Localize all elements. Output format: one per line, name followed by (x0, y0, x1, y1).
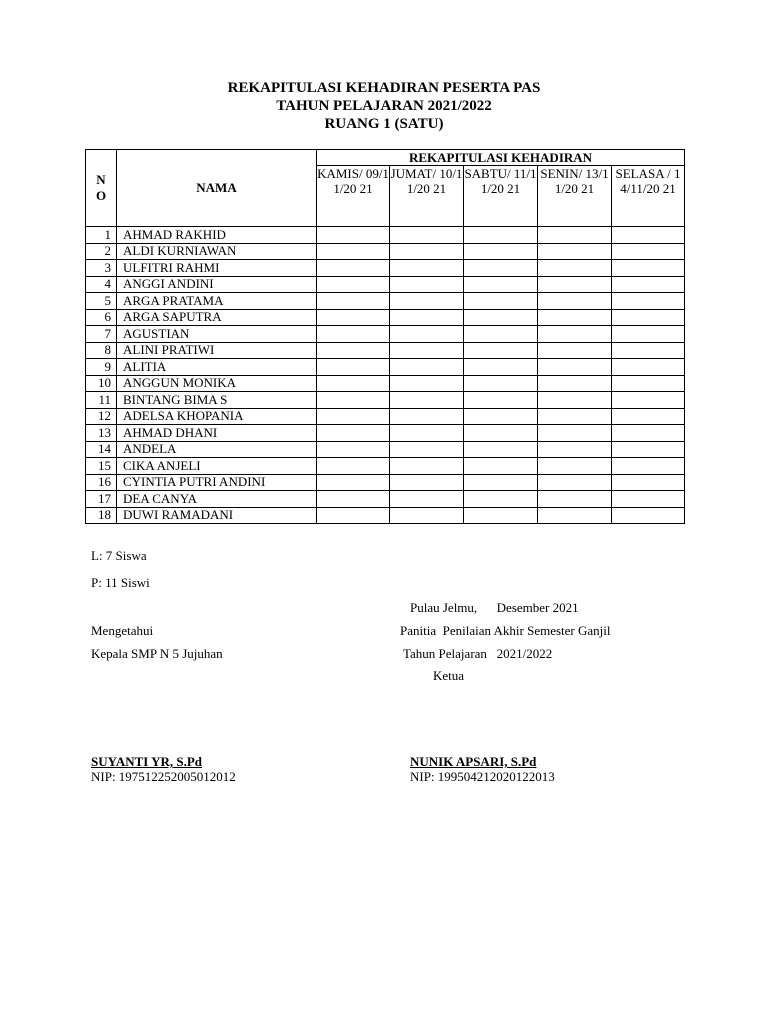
attendance-cell (317, 425, 390, 442)
row-number: 9 (86, 359, 117, 376)
right-role-title: Tahun Pelajaran 2021/2022 (403, 646, 553, 661)
right-role-position: Ketua (433, 668, 465, 683)
attendance-cell (317, 359, 390, 376)
row-number: 8 (86, 342, 117, 359)
student-name: AGUSTIAN (117, 326, 317, 343)
student-name: ALITIA (117, 359, 317, 376)
attendance-cell (464, 441, 538, 458)
column-group-header: REKAPITULASI KEHADIRAN (317, 150, 685, 166)
attendance-cell (390, 293, 464, 310)
attendance-rows (86, 227, 685, 524)
table-row (86, 342, 685, 359)
attendance-cell (390, 276, 464, 293)
attendance-cell (390, 227, 464, 244)
row-number: 17 (86, 491, 117, 508)
attendance-cell (317, 260, 390, 277)
attendance-cell (390, 359, 464, 376)
table-row (86, 227, 685, 244)
table-row (86, 491, 685, 508)
column-header-day: JUMAT/ 10/11/20 21 (390, 166, 464, 227)
place-date: Pulau Jelmu, Desember 2021 (410, 600, 579, 615)
attendance-cell (538, 474, 612, 491)
table-row (86, 243, 685, 260)
attendance-cell (390, 342, 464, 359)
row-number: 18 (86, 507, 117, 524)
attendance-cell (317, 342, 390, 359)
table-row (86, 326, 685, 343)
attendance-cell (390, 491, 464, 508)
attendance-cell (390, 392, 464, 409)
column-header-day: KAMIS/ 09/11/20 21 (317, 166, 390, 227)
attendance-cell (464, 326, 538, 343)
attendance-cell (538, 408, 612, 425)
attendance-cell (317, 243, 390, 260)
attendance-cell (538, 392, 612, 409)
table-row (86, 441, 685, 458)
male-count: L: 7 Siswa (91, 548, 147, 563)
attendance-cell (538, 491, 612, 508)
table-row (86, 392, 685, 409)
table-row (86, 260, 685, 277)
student-name: ADELSA KHOPANIA (117, 408, 317, 425)
row-number: 2 (86, 243, 117, 260)
attendance-cell (390, 474, 464, 491)
attendance-cell (317, 392, 390, 409)
attendance-cell (538, 227, 612, 244)
attendance-cell (317, 507, 390, 524)
attendance-cell (538, 243, 612, 260)
left-role-title: Kepala SMP N 5 Jujuhan (91, 646, 223, 661)
attendance-cell (612, 276, 685, 293)
attendance-cell (538, 309, 612, 326)
student-name: ALDI KURNIAWAN (117, 243, 317, 260)
row-number: 4 (86, 276, 117, 293)
attendance-cell (390, 507, 464, 524)
row-number: 6 (86, 309, 117, 326)
attendance-cell (317, 293, 390, 310)
attendance-cell (538, 326, 612, 343)
attendance-cell (612, 375, 685, 392)
attendance-cell (538, 441, 612, 458)
attendance-cell (538, 458, 612, 475)
attendance-cell (464, 458, 538, 475)
attendance-cell (317, 309, 390, 326)
table-row (86, 474, 685, 491)
attendance-cell (464, 375, 538, 392)
attendance-cell (612, 458, 685, 475)
student-name: AHMAD DHANI (117, 425, 317, 442)
row-number: 5 (86, 293, 117, 310)
attendance-cell (317, 276, 390, 293)
table-row (86, 375, 685, 392)
row-number: 12 (86, 408, 117, 425)
attendance-cell (464, 491, 538, 508)
attendance-table (85, 149, 685, 524)
right-signatory-nip: NIP: 199504212020122013 (410, 769, 555, 784)
attendance-cell (390, 408, 464, 425)
attendance-cell (612, 227, 685, 244)
attendance-cell (538, 293, 612, 310)
attendance-cell (317, 227, 390, 244)
attendance-cell (317, 491, 390, 508)
student-name: DUWI RAMADANI (117, 507, 317, 524)
attendance-cell (612, 243, 685, 260)
row-number: 11 (86, 392, 117, 409)
student-name: BINTANG BIMA S (117, 392, 317, 409)
attendance-cell (538, 342, 612, 359)
attendance-cell (538, 276, 612, 293)
column-header-no: N O (86, 150, 117, 227)
attendance-cell (538, 260, 612, 277)
table-row (86, 408, 685, 425)
attendance-cell (612, 392, 685, 409)
attendance-cell (464, 309, 538, 326)
attendance-cell (538, 425, 612, 442)
student-name: CIKA ANJELI (117, 458, 317, 475)
document-title: REKAPITULASI KEHADIRAN PESERTA PAS (227, 80, 541, 96)
attendance-cell (612, 260, 685, 277)
row-number: 3 (86, 260, 117, 277)
table-row (86, 276, 685, 293)
attendance-cell (612, 293, 685, 310)
attendance-cell (317, 375, 390, 392)
attendance-cell (390, 458, 464, 475)
attendance-cell (612, 309, 685, 326)
attendance-cell (390, 309, 464, 326)
attendance-cell (317, 458, 390, 475)
attendance-cell (464, 227, 538, 244)
document-subtitle-year: TAHUN PELAJARAN 2021/2022 (276, 98, 492, 114)
attendance-cell (464, 359, 538, 376)
document-subtitle-room: RUANG 1 (SATU) (324, 116, 444, 132)
table-row (86, 293, 685, 310)
attendance-cell (317, 326, 390, 343)
attendance-cell (464, 425, 538, 442)
attendance-cell (317, 441, 390, 458)
attendance-cell (390, 260, 464, 277)
attendance-cell (464, 392, 538, 409)
row-number: 16 (86, 474, 117, 491)
student-name: DEA CANYA (117, 491, 317, 508)
column-header-nama: NAMA (117, 150, 317, 227)
attendance-cell (612, 507, 685, 524)
student-name: ULFITRI RAHMI (117, 260, 317, 277)
attendance-cell (390, 375, 464, 392)
student-name: ARGA SAPUTRA (117, 309, 317, 326)
attendance-cell (464, 293, 538, 310)
attendance-cell (464, 474, 538, 491)
attendance-cell (612, 326, 685, 343)
attendance-cell (612, 441, 685, 458)
attendance-cell (538, 507, 612, 524)
row-number: 13 (86, 425, 117, 442)
table-row (86, 309, 685, 326)
attendance-cell (390, 425, 464, 442)
column-header-day: SENIN/ 13/11/20 21 (538, 166, 612, 227)
attendance-cell (464, 408, 538, 425)
attendance-cell (612, 342, 685, 359)
student-name: AHMAD RAKHID (117, 227, 317, 244)
student-name: ANDELA (117, 441, 317, 458)
left-signatory-nip: NIP: 197512252005012012 (91, 769, 236, 784)
attendance-cell (390, 441, 464, 458)
attendance-cell (612, 408, 685, 425)
attendance-cell (390, 326, 464, 343)
table-row (86, 458, 685, 475)
student-name: ANGGUN MONIKA (117, 375, 317, 392)
attendance-cell (612, 491, 685, 508)
row-number: 15 (86, 458, 117, 475)
attendance-cell (612, 474, 685, 491)
row-number: 1 (86, 227, 117, 244)
attendance-cell (538, 375, 612, 392)
attendance-cell (464, 243, 538, 260)
attendance-cell (464, 342, 538, 359)
attendance-cell (538, 359, 612, 376)
student-name: CYINTIA PUTRI ANDINI (117, 474, 317, 491)
table-row (86, 359, 685, 376)
right-signatory-name: NUNIK APSARI, S.Pd (410, 754, 537, 769)
attendance-cell (390, 243, 464, 260)
student-name: ANGGI ANDINI (117, 276, 317, 293)
attendance-cell (464, 276, 538, 293)
attendance-cell (612, 359, 685, 376)
student-name: ALINI PRATIWI (117, 342, 317, 359)
column-header-day: SELASA / 14/11/20 21 (612, 166, 685, 227)
left-role-label: Mengetahui (91, 623, 154, 638)
attendance-cell (464, 260, 538, 277)
student-name: ARGA PRATAMA (117, 293, 317, 310)
attendance-cell (464, 507, 538, 524)
column-header-day: SABTU/ 11/11/20 21 (464, 166, 538, 227)
table-row (86, 425, 685, 442)
left-signatory-name: SUYANTI YR, S.Pd (91, 754, 203, 769)
right-role-label: Panitia Penilaian Akhir Semester Ganjil (400, 623, 611, 638)
row-number: 10 (86, 375, 117, 392)
attendance-cell (317, 408, 390, 425)
female-count: P: 11 Siswi (91, 575, 150, 590)
attendance-cell (612, 425, 685, 442)
row-number: 7 (86, 326, 117, 343)
table-row (86, 507, 685, 524)
attendance-cell (317, 474, 390, 491)
row-number: 14 (86, 441, 117, 458)
